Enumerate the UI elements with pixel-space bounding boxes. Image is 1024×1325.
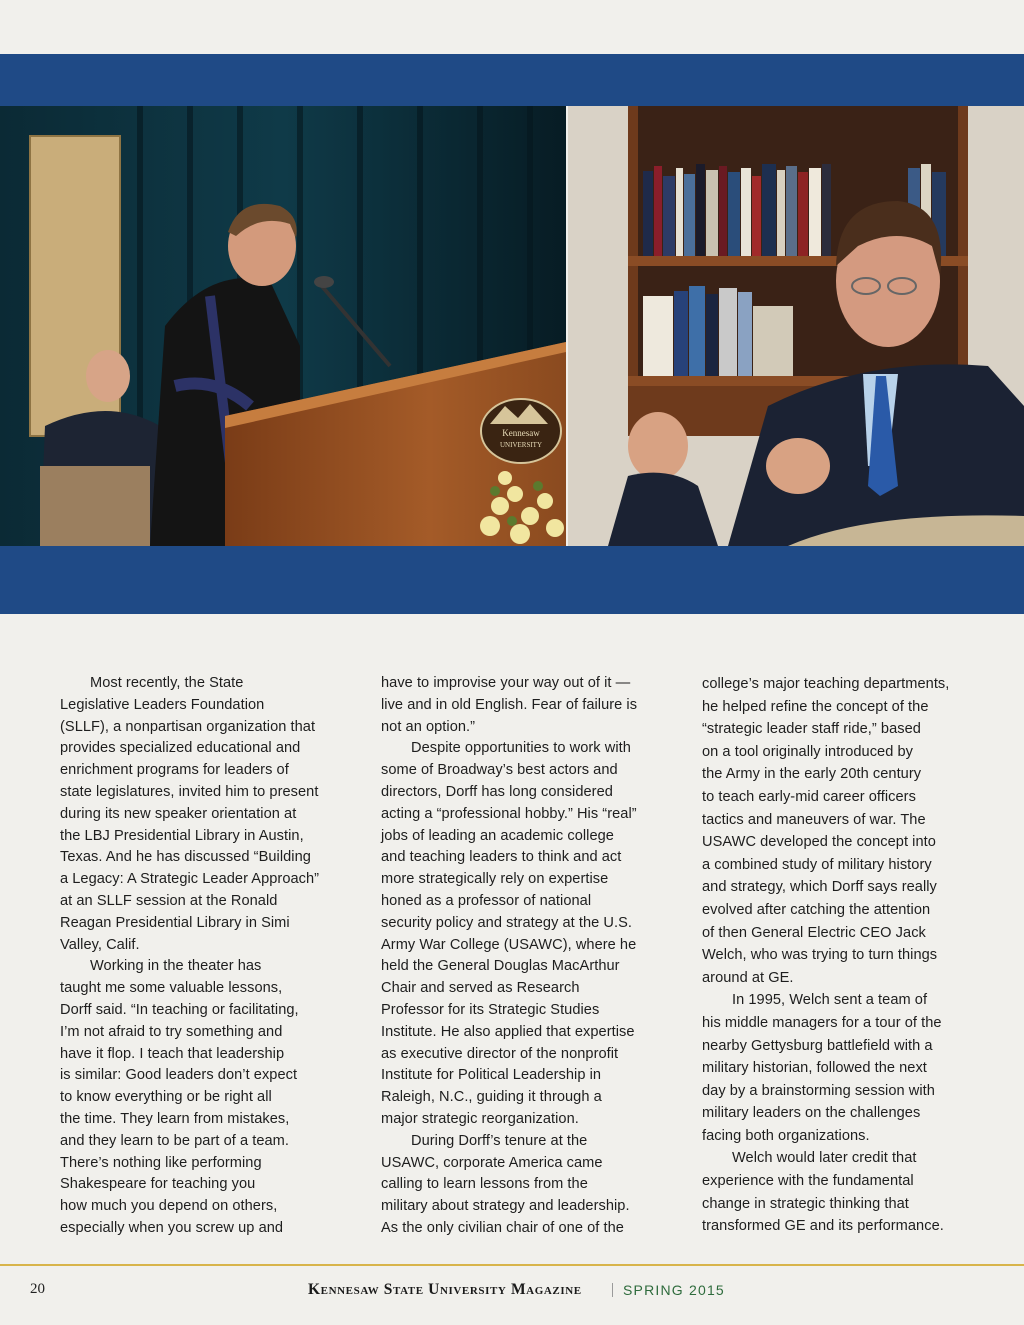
commencement-photo-illustration <box>0 106 566 546</box>
paragraph: During Dorff’s tenure at the USAWC, corporate America came calling to learn lessons from the military about strategy and leadership. As the only civilian chair of one of the <box>381 1132 630 1236</box>
article-column-3 <box>702 673 970 1238</box>
paragraph: Welch would later credit that experience with the fundamental change in strategic thinking that transformed GE and its performance. <box>702 1150 944 1235</box>
article-column-2 <box>381 673 643 1240</box>
podium-logo-text-1: Kennesaw <box>502 428 540 438</box>
paragraph: Most recently, the State Legislative Leaders Foundation (SLLF), a nonpartisan organization that provides specialized educational and enrichment programs for leaders of state legislatures, invited him to present during its new speaker orientation at the LBJ Presidential Library in Austin, Texas. And he has discussed “Building a Legacy: A Strategic Leader Approach” at an SLLF session at the Ronald Reagan Presidential Library in Simi Valley, Calif. <box>60 675 320 953</box>
footer-divider <box>612 1283 613 1297</box>
interview-photo-illustration <box>568 106 1024 546</box>
paragraph: In 1995, Welch sent a team of his middle managers for a tour of the nearby Gettysburg battlefield with a military historian, followed the next day by a brainstorming session with military leaders on the challenges facing both organizations. <box>702 992 942 1144</box>
paragraph: have to improvise your way out of it — live and in old English. Fear of failure is not an option.” <box>381 675 638 735</box>
photo-commencement-speech <box>0 106 566 546</box>
issue-label: SPRING 2015 <box>623 1282 725 1298</box>
bottom-blue-band <box>0 546 1024 614</box>
article-column-1 <box>60 673 322 1240</box>
top-blue-band <box>0 54 1024 106</box>
podium-logo-text-2: UNIVERSITY <box>500 441 542 449</box>
paragraph: Working in the theater has taught me some valuable lessons, Dorff said. “In teaching or facilitating, I’m not afraid to try something and have it flop. I teach that leadership is similar: Good leaders don’t expect to know everything or be right all the time. They learn from mistakes, and they learn to be part of a team. There’s nothing like performing Shakespeare for teaching you how much you depend on others, especially when you screw up and <box>60 958 299 1236</box>
paragraph: college’s major teaching departments, he helped refine the concept of the “strategic leader staff ride,” based on a tool originally introduced by the Army in the early 20th century to teach early-mid career officers tactics and maneuvers of war. The USAWC developed the concept into a combined study of military history and strategy, which Dorff says really evolved after catching the attention of then General Electric CEO Jack Welch, who was trying to turn things around at GE. <box>702 676 950 986</box>
magazine-title: Kennesaw State University Magazine <box>308 1281 582 1298</box>
photo-interview <box>568 106 1024 546</box>
paragraph: Despite opportunities to work with some of Broadway’s best actors and directors, Dorff has long considered acting a “professional hobby.” His “real” jobs of leading an academic college and teaching leaders to think and act more strategically rely on expertise honed as a professor of national security policy and strategy at the U.S. Army War College (USAWC), where he held the General Douglas MacArthur Chair and served as Research Professor for its Strategic Studies Institute. He also applied that expertise as executive director of the nonprofit Institute for Political Leadership in Raleigh, N.C., guiding it through a major strategic reorganization. <box>381 740 637 1127</box>
page-number: 20 <box>30 1281 45 1297</box>
footer-rule <box>0 1264 1024 1266</box>
